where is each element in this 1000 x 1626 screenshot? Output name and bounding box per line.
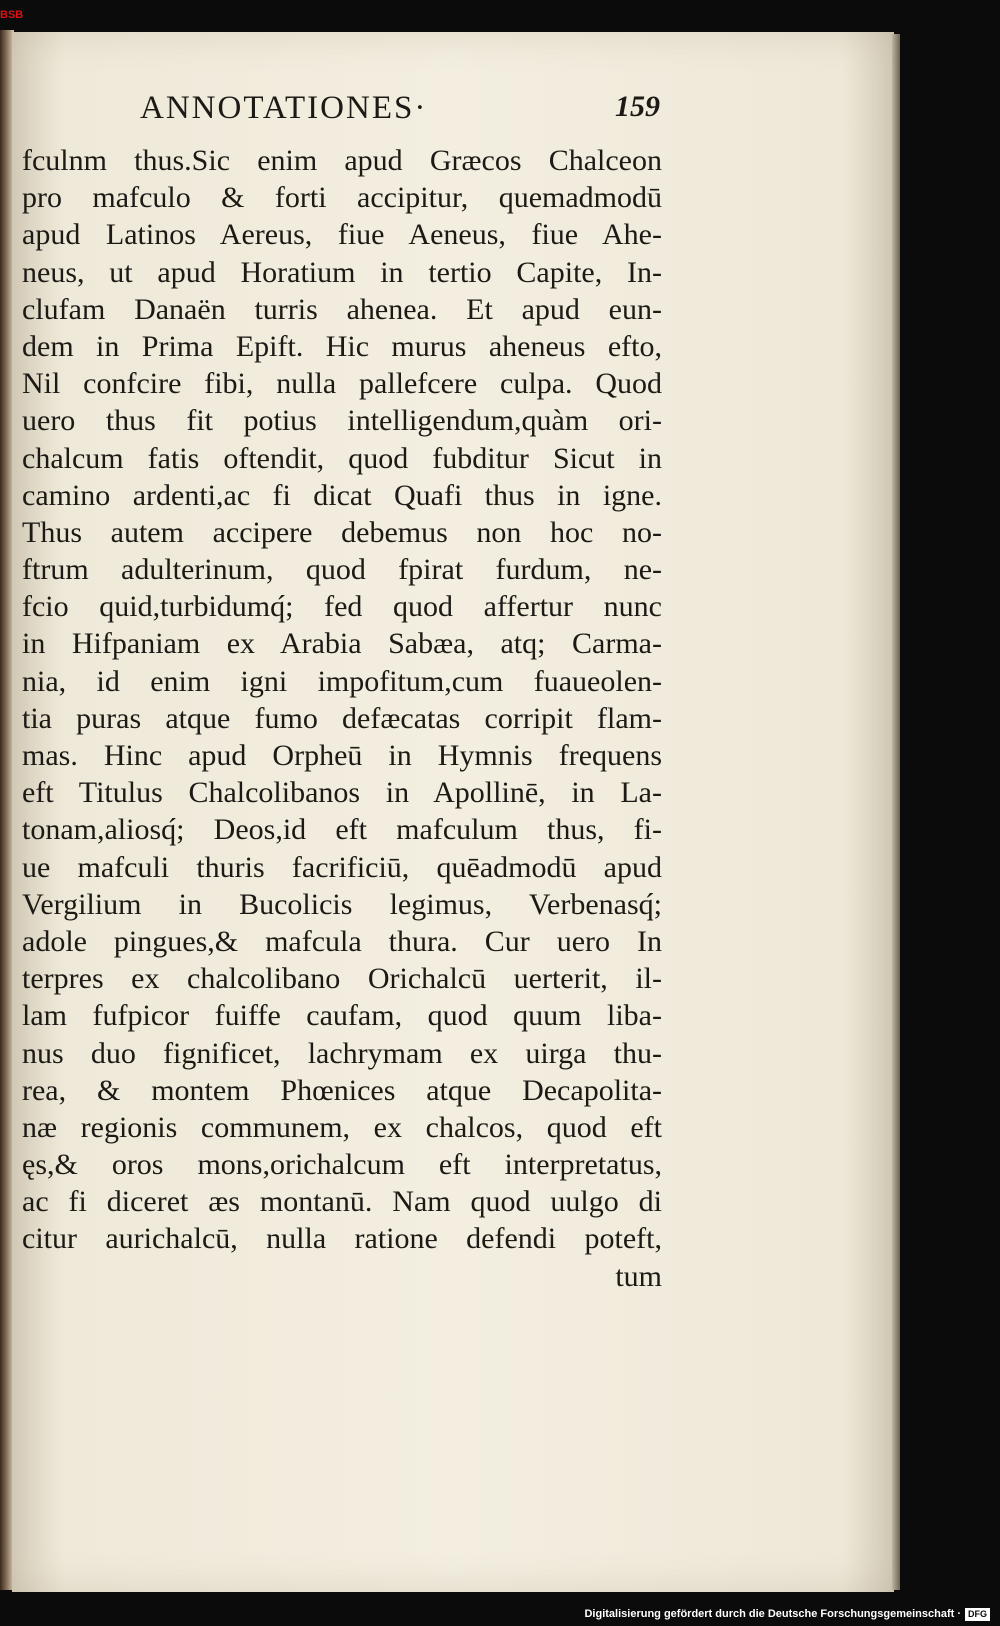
text-line: ue mafculi thuris facrificiū, quēadmodū apud — [22, 850, 662, 884]
text-line: adole pingues,& mafcula thura. Cur uero In — [22, 924, 662, 958]
text-line: fculnm thus.Sic enim apud Græcos Chalceon — [22, 144, 662, 177]
text-line: uero thus fit potius intelligendum,quàm ori- — [22, 404, 662, 438]
page-edge — [892, 34, 900, 1590]
bsb-logo: BSB — [0, 9, 24, 21]
text-line: camino ardenti,ac fi dicat Quafi thus in igne. — [22, 478, 662, 512]
text-line: clufam Danaën turris ahenea. Et apud eun- — [22, 292, 662, 326]
text-line: ac fi diceret æs montanū. Nam quod uulgo di — [22, 1185, 662, 1219]
text-line: neus, ut apud Horatium in tertio Capite, In- — [22, 255, 662, 289]
text-line: nus duo fignificet, lachrymam ex uirga thu- — [22, 1036, 662, 1070]
dfg-logo: DFG — [965, 1608, 990, 1621]
text-line: tonam,aliosq́; Deos,id eft mafculum thus, fi- — [22, 813, 662, 847]
text-line: dem in Prima Epift. Hic murus aheneus efto, — [22, 329, 662, 363]
text-line: Nil confcire fibi, nulla pallefcere culpa. Quod — [22, 367, 662, 401]
text-line: mas. Hinc apud Orpheū in Hymnis frequens — [22, 739, 662, 772]
running-head: ANNOTATIONES· — [140, 90, 428, 126]
body-text — [22, 142, 662, 1295]
text-line: næ regionis communem, ex chalcos, quod eft — [22, 1110, 662, 1144]
text-line: eft Titulus Chalcolibanos in Apollinē, in La- — [22, 776, 662, 810]
digitization-credit — [580, 1604, 994, 1624]
text-line: rea, & montem Phœnices atque Decapolita- — [22, 1073, 662, 1107]
text-line: tia puras atque fumo defæcatas corripit flam- — [22, 701, 662, 735]
text-line: Thus autem accipere debemus non hoc no- — [22, 515, 662, 549]
page-number: 159 — [615, 90, 660, 123]
text-line: in Hifpaniam ex Arabia Sabæa, atq; Carma- — [22, 627, 662, 661]
text-line: nia, id enim igni impofitum,cum fuaueolen- — [22, 664, 662, 698]
text-line: terpres ex chalcolibano Orichalcū uerterit, il- — [22, 962, 662, 996]
text-line: citur aurichalcū, nulla ratione defendi poteft, — [22, 1222, 662, 1256]
text-line: ęs,& oros mons,orichalcum eft interpretatus, — [22, 1148, 662, 1182]
credit-text: Digitalisierung gefördert durch die Deutsche Forschungsgemeinschaft · — [584, 1608, 961, 1620]
text-line: pro mafculo & forti accipitur, quemadmodū — [22, 181, 662, 215]
text-line: lam fufpicor fuiffe caufam, quod quum liba- — [22, 999, 662, 1033]
text-line: apud Latinos Aereus, fiue Aeneus, fiue Ahe- — [22, 218, 662, 252]
text-line: chalcum fatis oftendit, quod fubditur Sicut in — [22, 441, 662, 475]
page-header — [140, 88, 660, 138]
text-line: ftrum adulterinum, quod fpirat furdum, ne- — [22, 553, 662, 587]
text-line: fcio quid,turbidumq́; fed quod affertur nunc — [22, 590, 662, 624]
text-line: Vergilium in Bucolicis legimus, Verbenasq́; — [22, 887, 662, 921]
catchword: tum — [615, 1259, 662, 1293]
